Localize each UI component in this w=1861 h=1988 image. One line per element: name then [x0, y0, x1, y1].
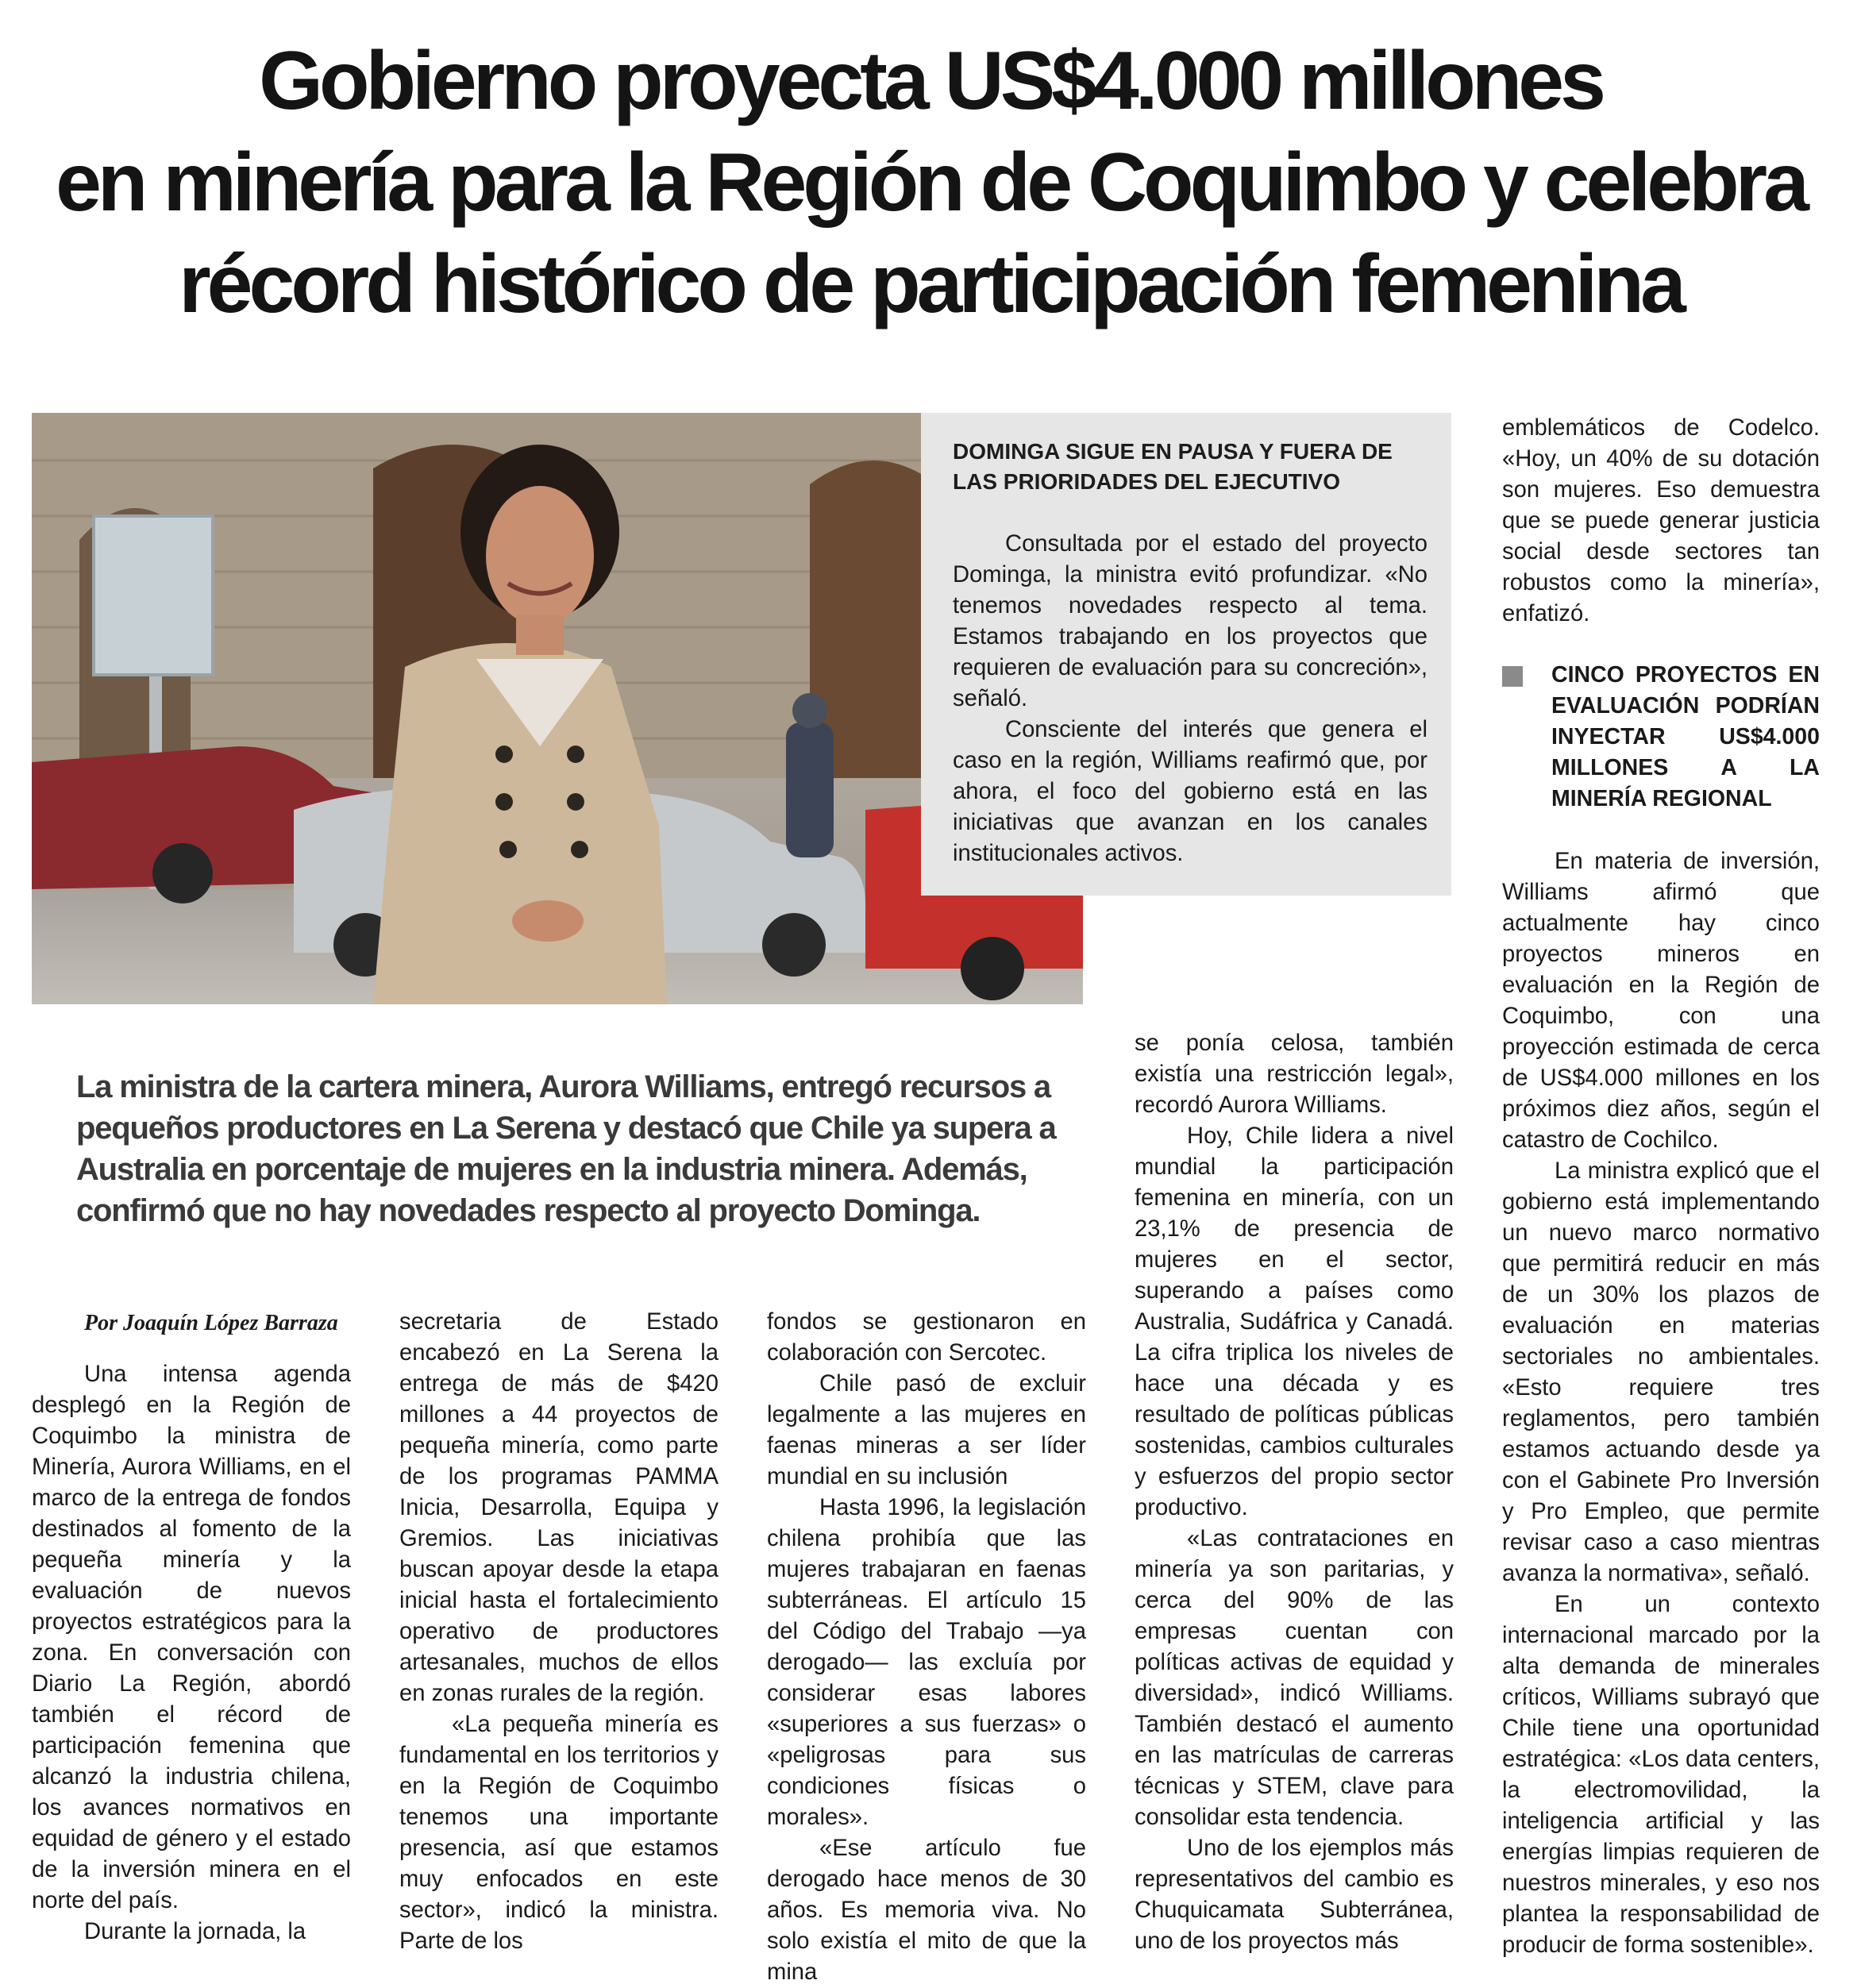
- headline: [32, 30, 1829, 335]
- sidebar-paragraph: Consciente del interés que genera el caso en la región, Williams reafirmó que, por ahora, el foco del gobierno está en las iniciativas que avanzan en los canales institucionales activos.: [953, 717, 1428, 866]
- square-bullet-icon: [1502, 666, 1523, 687]
- paragraph: Durante la jornada, la: [84, 1919, 306, 1944]
- section-heading-text: CINCO PROYECTOS EN EVALUACIÓN PODRÍAN INYECTAR US$4.000 MILLONES A LA MINERÍA REGIONAL: [1551, 662, 1820, 811]
- paragraph: «Ese artículo fue derogado hace menos de 30 años. Es memoria viva. No solo existía el mito de que la mina: [767, 1836, 1086, 1985]
- paragraph: En materia de inversión, Williams afirmó que actualmente hay cinco proyectos mineros en evaluación en la Región de Coquimbo, con una proyección estimada de cerca de US$4.000 millones en los próximos diez años, según el catastro de Cochilco.: [1502, 849, 1820, 1153]
- paragraph: La ministra explicó que el gobierno está implementando un nuevo marco normativo que permitirá reducir en más de un 30% los plazos de evaluación en materias sectoriales no ambientales. «Esto requiere tres reglamentos, pero también estamos actuando desde ya con el Gabinete Pro Inversión y Pro Empleo, que permite revisar caso a caso mientras avanza la normativa», señaló.: [1502, 1158, 1820, 1586]
- sidebar-paragraph: Consultada por el estado del proyecto Dominga, la ministra evitó profundizar. «No tenemos novedades respecto al tema. Estamos trabajando en los proyectos que requieren de evaluación para su concreción», señaló.: [953, 531, 1428, 711]
- headline-line-2: en minería para la Región de Coquimbo y celebra: [56, 137, 1805, 229]
- paragraph: «Las contrataciones en minería ya son paritarias, y cerca del 90% de las empresas cuentan con políticas activas de equidad y diversidad», indicó Williams. También destacó el aumento en las matrículas de carreras técnicas y STEM, clave para consolidar esta tendencia.: [1135, 1526, 1454, 1830]
- paragraph: fondos se gestionaron en colaboración con Sercotec.: [767, 1309, 1086, 1366]
- paragraph: «La pequeña minería es fundamental en los territorios y en la Región de Coquimbo tenemos una importante presencia, así que estamos muy enfocados en este sector», indicó la ministra. Parte de los: [399, 1712, 719, 1954]
- article-column-5: [1502, 413, 1820, 1961]
- article-column-2: [399, 1307, 719, 1957]
- paragraph: Hoy, Chile lidera a nivel mundial la participación femenina en minería, con un 23,1% de presencia de mujeres en el sector, superando a países como Australia, Sudáfrica y Canadá. La cifra triplica los niveles de hace una década y es resultado de políticas públicas sostenidas, cambios culturales y esfuerzos del propio sector productivo.: [1135, 1123, 1454, 1520]
- headline-line-3: récord histórico de participación femenina: [179, 238, 1682, 330]
- byline: Por Joaquín López Barraza: [84, 1311, 338, 1335]
- article-column-1: [32, 1308, 351, 1948]
- paragraph: emblemáticos de Codelco. «Hoy, un 40% de su dotación son mujeres. Eso demuestra que se puede generar justicia social desde sectores tan robustos como la minería», enfatizó.: [1502, 415, 1820, 626]
- section-heading: [1502, 660, 1820, 815]
- paragraph: secretaria de Estado encabezó en La Serena la entrega de más de $420 millones a 44 proyectos de pequeña minería, como parte de los programas PAMMA Inicia, Desarrolla, Equipa y Gremios. Las iniciativas buscan apoyar desde la etapa inicial hasta el fortalecimiento operativo de productores artesanales, muchos de ellos en zonas rurales de la región.: [399, 1309, 719, 1706]
- paragraph: Chile pasó de excluir legalmente a las mujeres en faenas mineras a ser líder mundial en su inclusión: [767, 1371, 1086, 1489]
- sidebar-box-dominga: [921, 413, 1451, 896]
- paragraph: Uno de los ejemplos más representativos del cambio es Chuquicamata Subterránea, uno de los proyectos más: [1135, 1836, 1454, 1954]
- paragraph: En un contexto internacional marcado por la alta demanda de minerales críticos, Williams subrayó que Chile tiene una oportunidad estratégica: «Los data centers, la electromovilidad, la inteligencia artificial y las energías limpias requieren de nuestros minerales, y eso nos plantea la responsabilidad de producir de forma sostenible».: [1502, 1592, 1820, 1958]
- article-lead: La ministra de la cartera minera, Aurora Williams, entregó recursos a pequeños productores en La Serena y destacó que Chile ya supera a Australia en porcentaje de mujeres en la industria minera. Además, confirmó que no hay novedades respecto al proyecto Dominga.: [76, 1069, 1056, 1228]
- article-column-3: [767, 1307, 1086, 1988]
- article-column-4: [1135, 1028, 1454, 1957]
- sidebar-title: DOMINGA SIGUE EN PAUSA Y FUERA DE LAS PRIORIDADES DEL EJECUTIVO: [953, 439, 1393, 494]
- paragraph: Hasta 1996, la legislación chilena prohibía que las mujeres trabajaran en faenas subterráneas. El artículo 15 del Código del Trabajo —ya derogado— las excluía por considerar esas labores «superiores a sus fuerzas» o «peligrosas para sus condiciones físicas o morales».: [767, 1495, 1086, 1830]
- headline-line-1: Gobierno proyecta US$4.000 millones: [259, 35, 1602, 127]
- paragraph: se ponía celosa, también existía una restricción legal», recordó Aurora Williams.: [1135, 1031, 1454, 1118]
- paragraph: Una intensa agenda desplegó en la Región de Coquimbo la ministra de Minería, Aurora Williams, en el marco de la entrega de fondos destinados al fomento de la pequeña minería y la evaluación de nuevos proyectos estratégicos para la zona. En conversación con Diario La Región, abordó también el récord de participación femenina que alcanzó la industria chilena, los avances normativos en equidad de género y el estado de la inversión minera en el norte del país.: [32, 1362, 351, 1913]
